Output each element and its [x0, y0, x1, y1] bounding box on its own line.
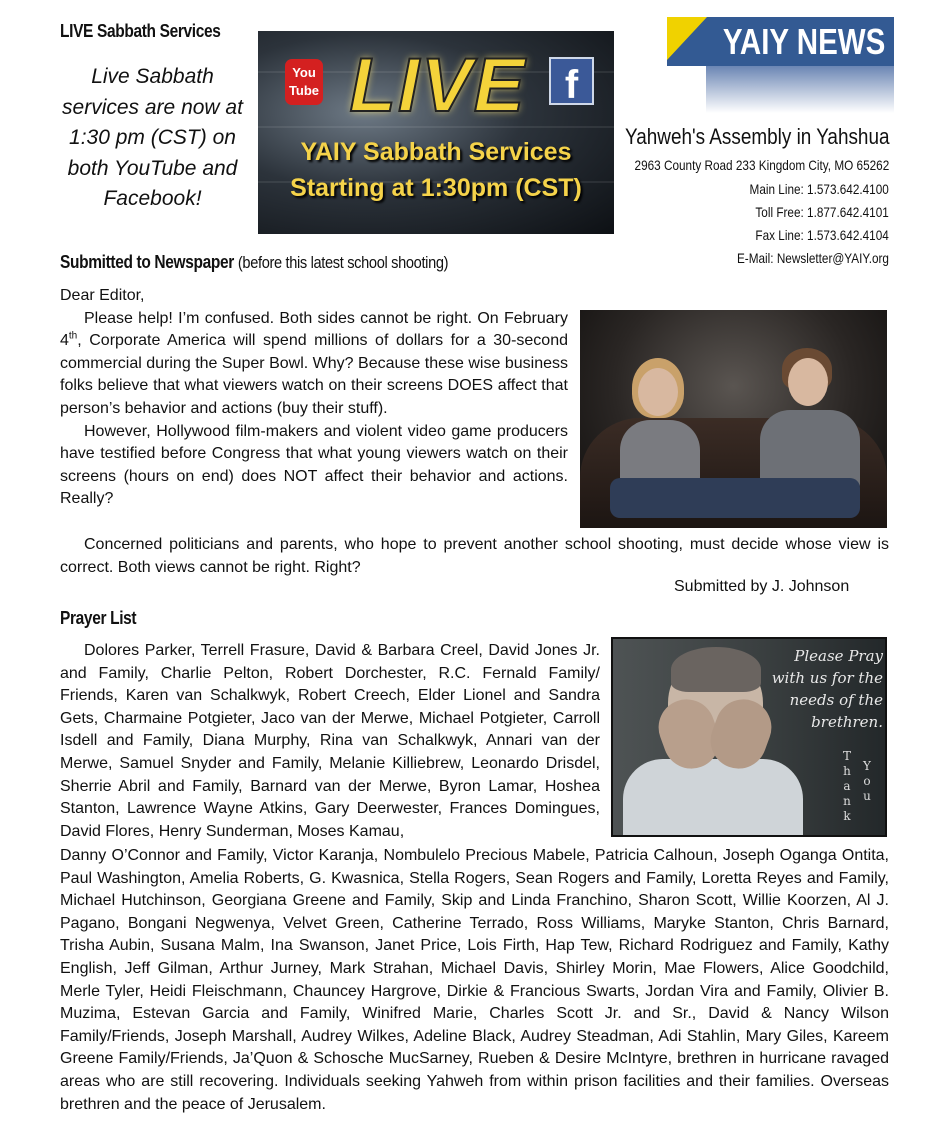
youtube-icon — [285, 59, 323, 105]
toll-free: Toll Free: 1.877.642.4101 — [755, 204, 889, 220]
banner-line-2: Starting at 1:30pm (CST) — [290, 174, 582, 202]
prayer-list-part-1 — [60, 640, 600, 843]
masthead-fade — [706, 66, 894, 113]
facebook-icon: f — [549, 57, 594, 105]
prayer-names-1: Dolores Parker, Terrell Frasure, David & Barbara Creel, David Jones Jr. and Family, Charlie Pelton, Robert Dorchester, R.C. Fernald Family/ Friends, Karen van Schalkwyk, Robert Creech, Elder Lionel and Sandra Gets, Charmaine Potgieter, Jaco van der Merwe, Michael Potgieter, Carroll Isdell and Family, Diana Murphy, Rina van Schalkwyk, Annari van der Merwe, Samuel Snyder and Family, Melanie Killiebrew, Leonardo Drisdel, Sherrie Abril and Family, Barnard van der Merwe, Byron Lamar, Hoshea Stanton, Lawrence Wayne Atkins, Gary Deerwester, Frances Domingues, David Flores, Henry Sunderman, Moses Kamau, — [60, 642, 600, 840]
editorial-title: Submitted to Newspaper — [60, 252, 234, 272]
prayer-names-2: Danny O’Connor and Family, Victor Karanja, Nombulelo Precious Mabele, Patricia Calhoun, Joseph Oganga Ontita, Paul Washington, Amelia Roberts, G. Kwasnica, Stella Rogers, Sean Rogers and Family, Loretta Reyes and Family, Michael Hutchinson, Georgiana Greene and Family, Skip and Linda Franchino, Sharon Scott, Willie Koorzen, Al J. Pagano, Bongani Negwenya, Velvet Green, Catherine Terrado, Ross Williams, Maryke Stanton, Chris Barnard, Trisha Aubin, Susana Malm, Ina Swanson, Janet Price, Lois Firth, Hap Tew, Richard Rodriguez and Family, Kathy English, Jeff Gilman, Arthur Jurney, Mark Strahan, Michael Davis, Shirley Morin, Mae Flowers, Alice Goodchild, Merle Tyler, Heidi Fleischmann, Chauncey Hargrove, Dirkie & Francious Swarts, Jordan Vira and Family, Olivier B. Muzima, Estevan Garcia and Family, Winifred Marie, Charles Scott Jr. and Sr., David & Nancy Wilson Family/Friends, Joseph Marshall, Audrey Wilkes, Adeline Black, Audrey Steadman, Adi Stahlin, Mary Giles, Kareem Greene Family/Friends, Ja’Quon & Schosche MucSarney, Rueben & Desire McIntyre, brethren in hurricane ravaged areas who are still recovering. Individuals seeking Yahweh from within prison facilities and their families. Overseas brethren and the peace of Jerusalem. — [60, 847, 889, 1113]
prayer-list-part-2 — [60, 845, 889, 1116]
please-pray-image — [611, 637, 887, 837]
p1-after-sup: , Corporate America will spend millions of dollars for a 30-second commercial during the Super Bowl. Why? Because these wise business folks believe that what viewers watch on their screens DOES affect that person’s behavior and actions (buy their stuff). — [60, 332, 568, 417]
letter-salutation: Dear Editor, — [60, 287, 145, 304]
letter-paragraph-3 — [60, 534, 889, 579]
org-name: Yahweh's Assembly in Yahshua — [624, 124, 889, 149]
fax-line: Fax Line: 1.573.642.4104 — [755, 227, 889, 243]
p1-before-sup: Please help! I’m confused. Both sides cannot be right. On February 4 — [60, 309, 568, 350]
letter-paragraph-1 — [60, 308, 568, 421]
main-line: Main Line: 1.573.642.4100 — [749, 181, 889, 197]
banner-line-1: YAIY Sabbath Services — [300, 138, 572, 166]
letter-paragraph-2: However, Hollywood film-makers and violent video game producers have testified before Congress that what young viewers watch on their screens (hours on end) does NOT affect their behavior and actions. Really? — [60, 422, 568, 508]
live-section-heading: LIVE Sabbath Services — [60, 21, 221, 41]
kids-watching-tv-image — [580, 310, 887, 528]
live-word: LIVE — [349, 43, 527, 128]
editorial-heading — [60, 252, 448, 273]
youtube-logo-line1: You — [292, 65, 316, 80]
live-notice-text: Live Sabbath services are now at 1:30 pm (CST) on both YouTube and Facebook! — [62, 65, 243, 210]
editorial-subtitle: (before this latest school shooting) — [237, 253, 449, 272]
org-address: 2963 County Road 233 Kingdom City, MO 65262 — [634, 157, 889, 173]
letter-paragraph-3-text: Concerned politicians and parents, who hope to prevent another school shooting, must decide whose view is correct. Both views cannot be right. Right? — [60, 536, 889, 576]
p1-sup: th — [68, 330, 78, 342]
pray-image-caption: Please Pray with us for the needs of the brethren. — [771, 647, 883, 731]
masthead-accent-icon — [667, 17, 707, 60]
email-link[interactable]: E-Mail: Newsletter@YAIY.org — [736, 250, 889, 266]
pray-image-you: Y o u — [863, 759, 871, 803]
masthead-title: YAIY NEWS — [722, 21, 886, 62]
youtube-logo-line2: Tube — [288, 83, 320, 98]
live-banner-image — [258, 31, 614, 234]
letter-column — [60, 285, 568, 511]
prayer-heading: Prayer List — [60, 608, 137, 628]
submitted-by: Submitted by J. Johnson — [674, 578, 850, 595]
pray-image-thank: T h a n k — [842, 749, 851, 823]
